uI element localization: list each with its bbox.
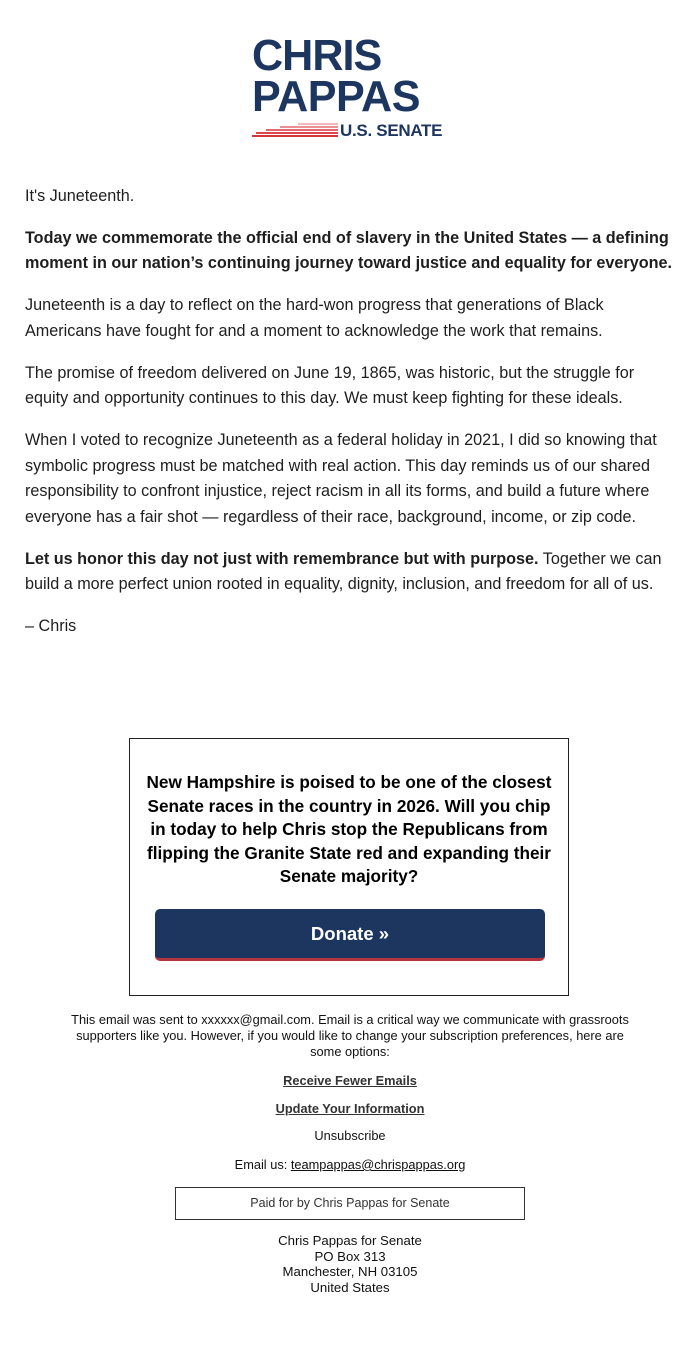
body-paragraph-3: When I voted to recognize Juneteenth as a federal holiday in 2021, I did so knowing that symbolic progress must be matched with real action. This day reminds us of our shared responsibility to confront injustice, reject racism in all its forms, and build a future where everyone has a fair shot — regardless of their race, background, income, or zip code. xyxy=(25,430,657,527)
logo-last-name: PAPPAS xyxy=(252,72,420,121)
address-country: United States xyxy=(310,1279,390,1295)
receive-fewer-emails-link[interactable]: Receive Fewer Emails xyxy=(283,1073,417,1088)
lead-paragraph: Today we commemorate the official end of slavery in the United States — a defining moment in our nation’s continuing journey toward justice and equality for everyone. xyxy=(25,228,672,273)
paid-for-disclaimer: Paid for by Chris Pappas for Senate xyxy=(175,1187,525,1220)
address-name: Chris Pappas for Senate xyxy=(278,1233,422,1248)
campaign-logo xyxy=(252,31,452,142)
logo-first-name: CHRIS xyxy=(252,31,382,80)
body-paragraph-2: The promise of freedom delivered on June 19, 1865, was historic, but the struggle for equity and opportunity continues to this day. We must keep fighting for these ideals. xyxy=(25,363,635,408)
update-information-link[interactable]: Update Your Information xyxy=(275,1101,425,1116)
subscription-notice: This email was sent to xxxxxx@gmail.com. Email is a critical way we communicate with grassroots supporters like you. However, if you would like to change your subscription preferences, here are some options: xyxy=(71,1012,629,1059)
greeting: It's Juneteenth. xyxy=(25,187,135,205)
receive-fewer-emails-row xyxy=(60,1073,640,1089)
contact-email-link[interactable]: teampappas@chrispappas.org xyxy=(290,1157,466,1172)
unsubscribe-link[interactable]: Unsubscribe xyxy=(314,1128,386,1143)
donate-callout-box xyxy=(129,738,569,996)
body-paragraph-1: Juneteenth is a day to reflect on the hard-won progress that generations of Black Americans have fought for and a moment to acknowledge the work that remains. xyxy=(25,296,604,340)
donate-appeal-text: New Hampshire is poised to be one of the closest Senate races in the country in 2026. Will you chip in today to help Chris stop the Republicans from flipping the Granite State red and expanding their Senate majority? xyxy=(146,772,552,886)
address-city: Manchester, NH 03105 xyxy=(282,1264,418,1280)
body-paragraph-4 xyxy=(25,547,677,598)
logo-subtitle: U.S. SENATE xyxy=(340,121,443,140)
contact-email-row xyxy=(60,1157,640,1173)
paragraph-4-bold: Let us honor this day not just with remembrance but with purpose. xyxy=(25,549,539,568)
signoff: – Chris xyxy=(25,617,77,636)
paragraph-4-rest: Together we can build a more perfect union rooted in equality, dignity, inclusion, and freedom for all of us. xyxy=(25,549,662,594)
address-po-box: PO Box 313 xyxy=(314,1248,386,1264)
logo-stripes-graphic xyxy=(252,122,338,138)
donate-button[interactable]: Donate » xyxy=(155,909,545,961)
email-body xyxy=(25,184,677,656)
mailing-address xyxy=(150,1233,550,1295)
update-information-row xyxy=(60,1101,640,1117)
contact-email-label: Email us: xyxy=(234,1157,291,1172)
